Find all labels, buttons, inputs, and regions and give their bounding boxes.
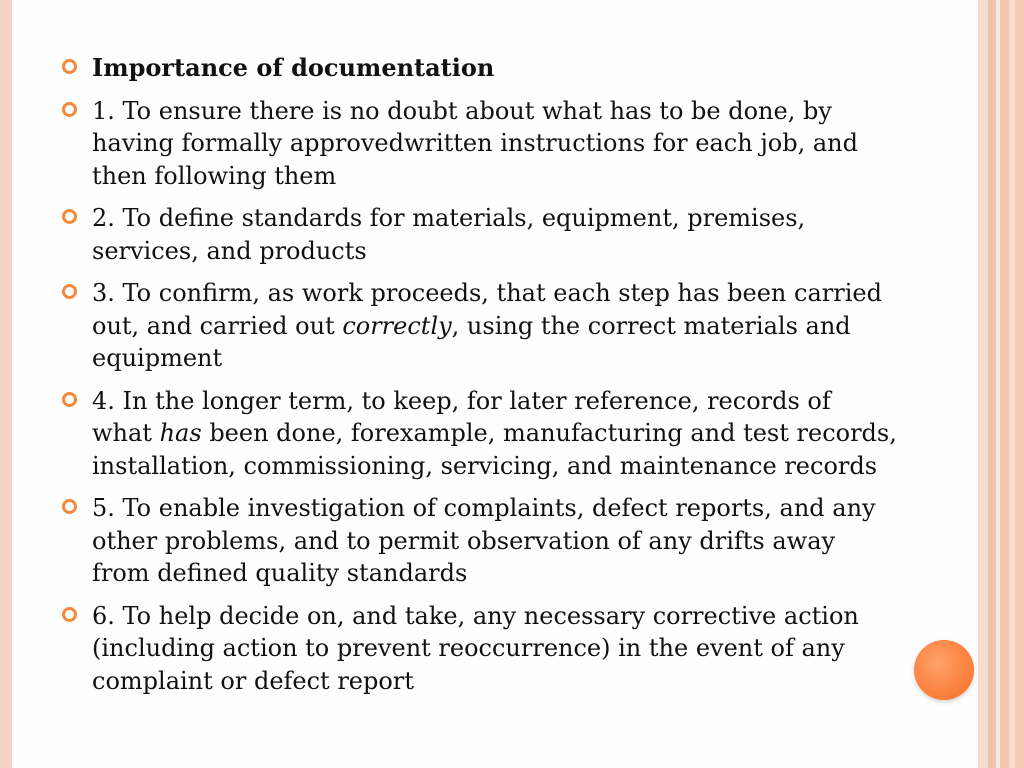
item-text [92, 279, 882, 372]
item-text: 1. To ensure there is no doubt about what has to be done, by having formally approvedwritten instructions for each job, and then following them [92, 96, 858, 190]
italic-emphasis: correctly [342, 311, 452, 340]
list-item-1 [58, 95, 898, 193]
item-text: 6. To help decide on, and take, any necessary corrective action (including action to prevent reoccurrence) in the event of any complaint or defect report [92, 601, 859, 695]
ring-bullet-icon [62, 392, 77, 407]
ring-bullet-icon [62, 102, 77, 117]
right-border-band [1015, 0, 1024, 768]
right-border-band [978, 0, 988, 768]
right-border-band [1000, 0, 1009, 768]
decorative-orange-circle [914, 640, 974, 700]
list-item-heading [58, 52, 898, 85]
ring-bullet-icon [62, 499, 77, 514]
ring-bullet-icon [62, 209, 77, 224]
item-text-part: , using the correct materials and equipment [92, 311, 851, 372]
bullet-list [58, 52, 898, 707]
list-item-4 [58, 385, 898, 483]
right-border-band [988, 0, 996, 768]
ring-bullet-icon [62, 607, 77, 622]
list-item-5 [58, 492, 898, 590]
item-text-part: 4. In the longer term, to keep, for later reference, records of what [92, 386, 831, 447]
list-item-3 [58, 277, 898, 375]
list-item-2 [58, 202, 898, 267]
item-text [92, 387, 897, 480]
item-text-part: 3. To confirm, as work proceeds, that each step has been carried out, and carried out [92, 279, 882, 340]
italic-emphasis: has [159, 419, 202, 447]
item-text-part: been done, forexample, manufacturing and test records, installation, commissioning, servicing, and maintenance records [92, 419, 897, 480]
heading-text: Importance of documentation [92, 53, 495, 82]
ring-bullet-icon [62, 284, 77, 299]
ring-bullet-icon [62, 59, 77, 74]
item-text: 5. To enable investigation of complaints, defect reports, and any other problems, and to permit observation of any drifts away from defined quality standards [92, 494, 876, 587]
left-border-stripe [0, 0, 12, 768]
list-item-6 [58, 600, 898, 698]
item-text: 2. To define standards for materials, equipment, premises, services, and products [92, 204, 806, 265]
